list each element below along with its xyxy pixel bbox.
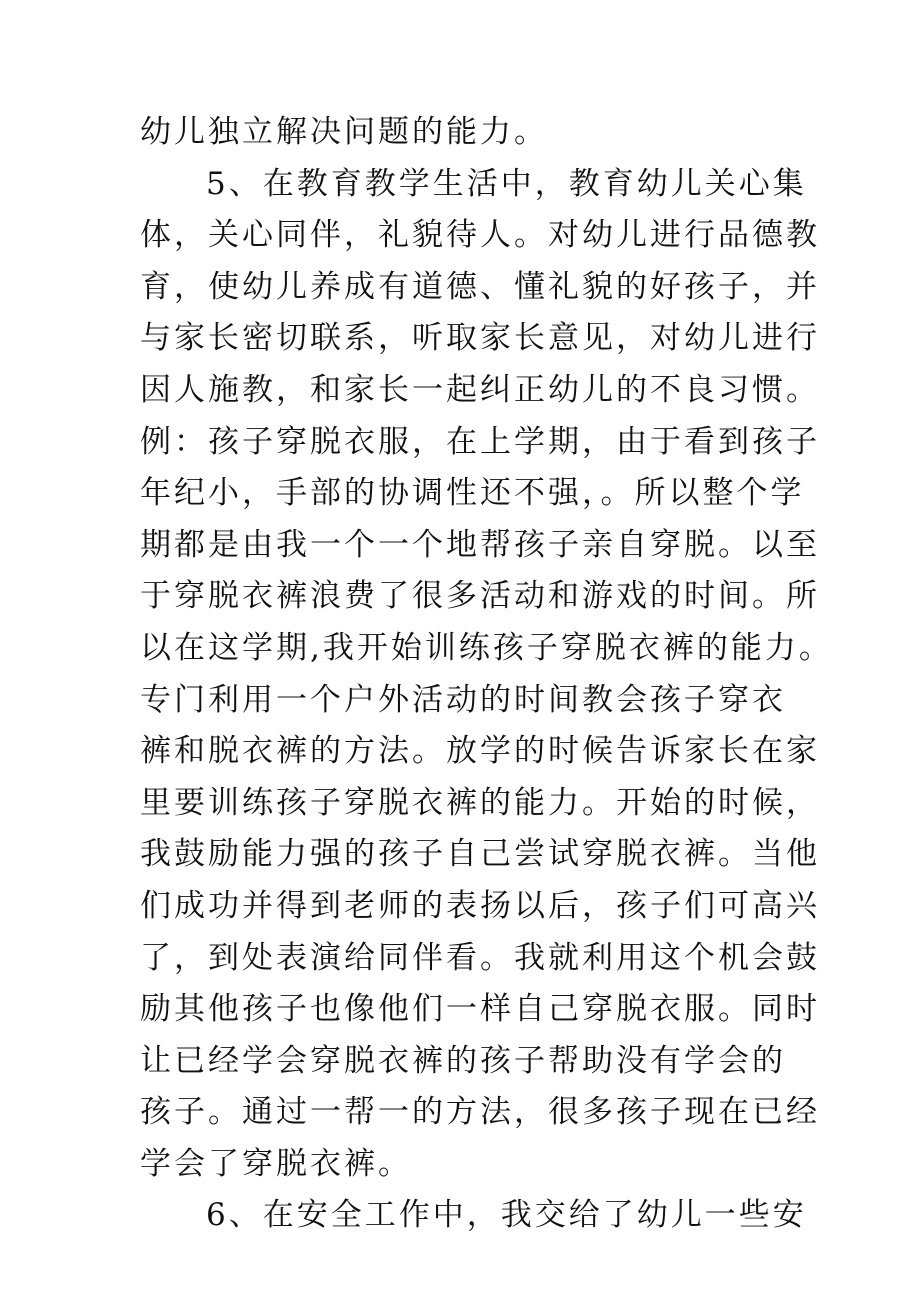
text-line: 里要训练孩子穿脱衣裤的能力。开始的时候， [140,784,820,821]
text-line: 期都是由我一个一个地帮孩子亲自穿脱。以至 [140,526,820,563]
body-text [140,107,833,1242]
text-line: 裤和脱衣裤的方法。放学的时候告诉家长在家 [140,733,820,770]
text-line: 了，到处表演给同伴看。我就利用这个机会鼓 [140,939,820,976]
paragraph-5-start: 5、在教育教学生活中，教育幼儿关心集 [206,165,807,202]
text-line: 让已经学会穿脱衣裤的孩子帮助没有学会的 [140,1042,786,1079]
text-line: 们成功并得到老师的表扬以后，孩子们可高兴 [140,887,820,924]
text-line: 育，使幼儿养成有道德、懂礼貌的好孩子，并 [140,268,820,305]
text-line: 例：孩子穿脱衣服，在上学期，由于看到孩子 [140,423,820,460]
text-line: 与家长密切联系，听取家长意见，对幼儿进行 [140,320,820,357]
text-line: 孩子。通过一帮一的方法，很多孩子现在已经 [140,1094,820,1131]
text-line: 专门利用一个户外活动的时间教会孩子穿衣 [140,681,786,718]
text-line: 因人施教，和家长一起纠正幼儿的不良习惯。 [140,371,820,408]
text-line: 于穿脱衣裤浪费了很多活动和游戏的时间。所 [140,578,820,615]
text-line: 学会了穿脱衣裤。 [140,1145,412,1182]
text-line: 年纪小，手部的协调性还不强，。所以整个学 [140,475,805,512]
text-line: 我鼓励能力强的孩子自己尝试穿脱衣裤。当他 [140,836,820,873]
paragraph-6-start: 6、在安全工作中，我交给了幼儿一些安 [206,1197,807,1234]
text-line: 幼儿独立解决问题的能力。 [140,114,548,150]
text-line: 励其他孩子也像他们一样自己穿脱衣服。同时 [140,991,820,1028]
text-line: 以在这学期,我开始训练孩子穿脱衣裤的能力。 [140,629,833,666]
text-line: 体，关心同伴，礼貌待人。对幼儿进行品德教 [140,217,820,254]
